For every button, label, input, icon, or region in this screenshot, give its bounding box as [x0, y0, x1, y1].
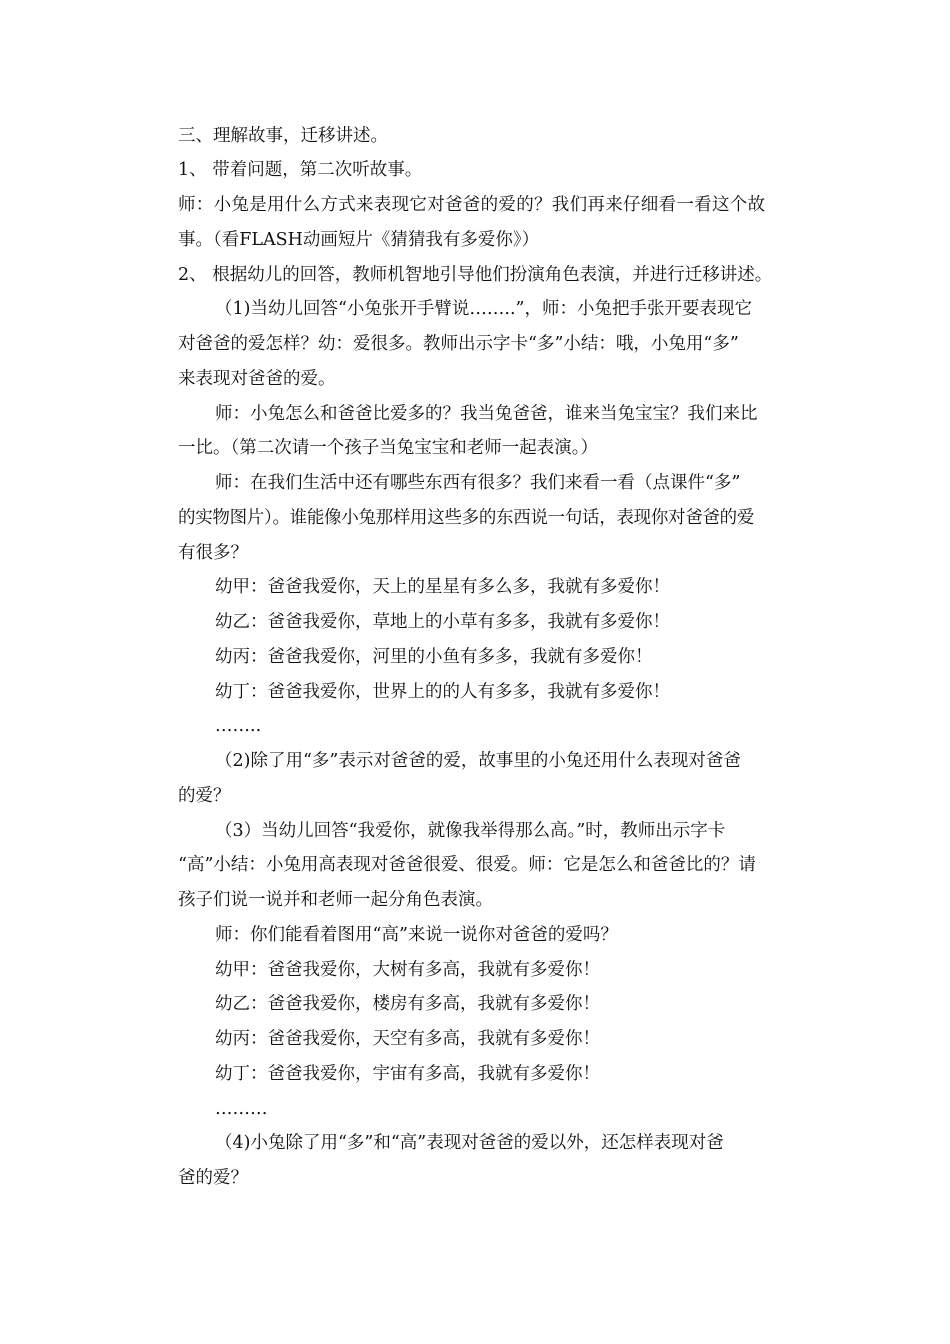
paragraph-line: 的实物图片）。谁能像小兔那样用这些多的东西说一句话，表现你对爸爸的爱 [178, 508, 755, 528]
ellipsis-line: ……… [215, 1099, 268, 1119]
section-heading: 三、理解故事，迁移讲述。 [178, 126, 388, 146]
paragraph-line: 孩子们说一说并和老师一起分角色表演。 [178, 890, 493, 910]
paragraph-line: 爸的爱？ [178, 1168, 248, 1188]
step-1: 1、 带着问题，第二次听故事。 [178, 160, 423, 180]
paragraph-line: 师：小兔怎么和爸爸比爱多的？我当兔爸爸，谁来当兔宝宝？我们来比 [215, 404, 758, 424]
paragraph-line: （3）当幼儿回答“我爱你，就像我举得那么高。”时，教师出示字卡 [215, 821, 726, 841]
paragraph-line: 事。（看FLASH动画短片《猜猜我有多爱你》） [178, 230, 540, 250]
paragraph-line: （2)除了用“多”表示对爸爸的爱，故事里的小兔还用什么表现对爸爸 [215, 751, 741, 771]
dialogue-line: 幼乙：爸爸我爱你，楼房有多高，我就有多爱你！ [215, 994, 600, 1014]
dialogue-line: 幼甲：爸爸我爱你，天上的星星有多么多，我就有多爱你！ [215, 577, 670, 597]
paragraph-line: 对爸爸的爱怎样？幼：爱很多。教师出示字卡“多”小结：哦，小兔用“多” [178, 334, 739, 354]
paragraph-line: 师：你们能看着图用“高”来说一说你对爸爸的爱吗？ [215, 925, 618, 945]
dialogue-line: 幼丙：爸爸我爱你，天空有多高，我就有多爱你！ [215, 1029, 600, 1049]
paragraph-line: 来表现对爸爸的爱。 [178, 369, 336, 389]
paragraph-line: （1)当幼儿回答“小兔张开手臂说……..”，师：小兔把手张开要表现它 [215, 299, 752, 319]
paragraph-line: “高”小结：小兔用高表现对爸爸很爱、很爱。师：它是怎么和爸爸比的？请 [178, 855, 756, 875]
dialogue-line: 幼乙：爸爸我爱你，草地上的小草有多多，我就有多爱你！ [215, 612, 670, 632]
paragraph-line: 一比。（第二次请一个孩子当兔宝宝和老师一起表演。） [178, 438, 598, 458]
paragraph-line: 有很多？ [178, 543, 248, 563]
ellipsis-line: …….. [215, 716, 262, 736]
paragraph-line: （4)小兔除了用“多”和“高”表现对爸爸的爱以外，还怎样表现对爸 [215, 1133, 724, 1153]
dialogue-line: 幼甲：爸爸我爱你，大树有多高，我就有多爱你！ [215, 960, 600, 980]
paragraph-line: 师：在我们生活中还有哪些东西有很多？我们来看一看（点课件“多” [215, 473, 741, 493]
paragraph-line: 师：小兔是用什么方式来表现它对爸爸的爱的？我们再来仔细看一看这个故 [178, 195, 766, 215]
dialogue-line: 幼丙：爸爸我爱你，河里的小鱼有多多，我就有多爱你！ [215, 647, 653, 667]
step-2: 2、 根据幼儿的回答，教师机智地引导他们扮演角色表演，并进行迁移讲述。 [178, 265, 773, 285]
dialogue-line: 幼丁：爸爸我爱你，世界上的的人有多多，我就有多爱你！ [215, 682, 670, 702]
dialogue-line: 幼丁：爸爸我爱你，宇宙有多高，我就有多爱你！ [215, 1064, 600, 1084]
paragraph-line: 的爱？ [178, 786, 231, 806]
